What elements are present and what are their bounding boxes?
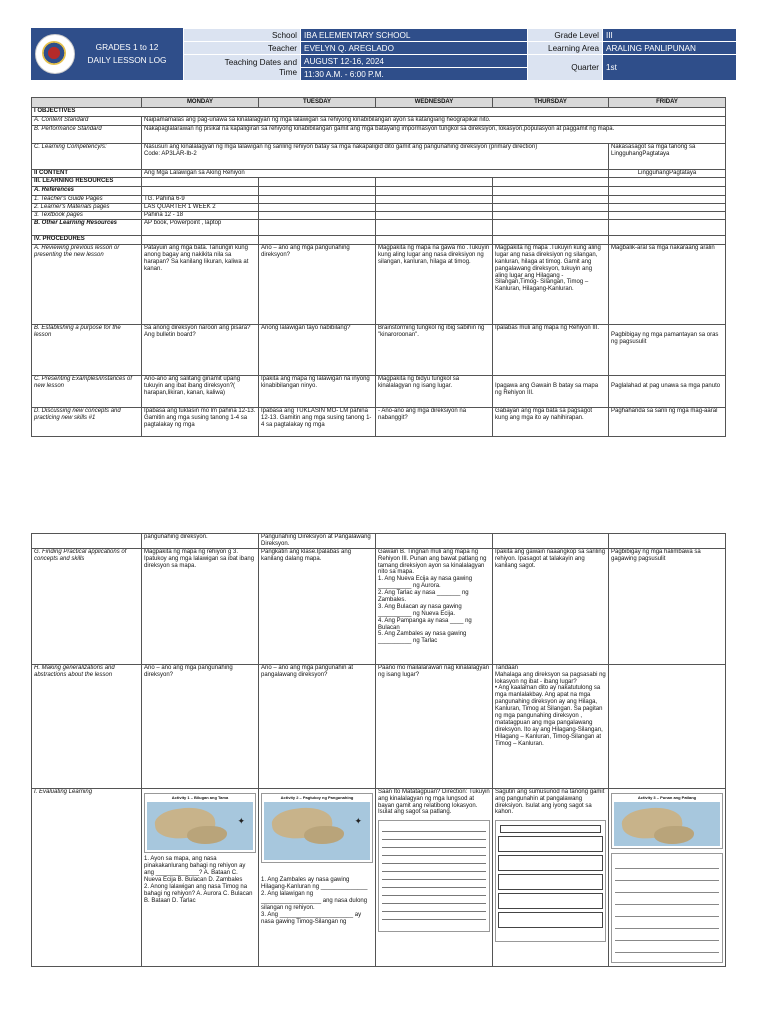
proc-b-monday: Sa anong direksyon naroon ang pisara? Ang bulletin board? [142,325,259,376]
day-wednesday: WEDNESDAY [376,98,493,108]
proc-b-wednesday: Brainstorming tungkol ng ibig sabihin ng "kinaroroonan". [376,325,493,376]
activity1-worksheet [144,793,256,854]
region3-map-image [147,802,253,850]
other-resources-label: B. Other Learning Resources [32,220,142,236]
proc-i-wednesday [376,788,493,966]
proc-d-wednesday: - Ano-ano ang mga direksiyon na nabanggit? [376,408,493,437]
dates-value: AUGUST 12-16, 2024 [301,55,528,68]
proc-i-tuesday [259,788,376,966]
answer-box-2 [498,836,603,852]
competency-code: Code: AP3LAR-Ib-2 [144,150,197,157]
proc-i-monday [142,788,259,966]
answer-box-6 [498,912,603,928]
tg-label: 1. Teacher's Guide Pages [32,196,142,204]
day-friday: FRIDAY [609,98,726,108]
school-label: School [184,29,301,42]
worksheet-answer-lines [382,824,486,924]
deped-seal-icon [35,34,75,74]
proc-c-wednesday: Magpakita ng bidyu tungkol sa kinalalagyan ng isang lugar. [376,376,493,408]
proc-a-thursday: Magpakita ng mapa .Tukuyin kung aling lugar ang nasa direksiyon ng silangan, kanluran, hilaga at timog. Gamit ang pangalawang direksyon, tukuyin ang aling lugar ang Hilagang - Silangan,Timog- Silangan, Timog – Kanluran, Hilagang-Kanluran. [493,245,609,325]
activity2-questions: 1. Ang Zambales ay nasa gawing Hilagang-Kanluran ng ______________ 2. Ang lalawigan ng __________________ ang nasa dulong silangan ng rehiyon. 3. Ang ______________________ ay nasa gawing Timog-Silangan ng [261,877,368,925]
proc-g-monday: Magpakita ng mapa ng rehiyon g 3. Ipatukoy ang mga lalawigan sa ibat ibang direksyon sa mapa. [142,548,259,664]
wednesday-worksheet [378,820,490,932]
proc-h-tuesday: Ano – ano ang mga pangunahin at pangalawang direksyon? [259,664,376,788]
region3-map-image-2 [264,802,370,860]
wednesday-evaluation-text: Saan Ito Matatagpuan? Direction: Tukuyin ang kinalalagyan ng mga lungsod at bayan gamit ang relatibong lokasyon. Isulat ang sagot sa patlang. [378,788,490,816]
content-standard-label: A. Content Standard [32,117,142,126]
content-label: II CONTENT [32,170,142,178]
answer-box-3 [498,855,603,871]
quarter-label: Quarter [528,55,603,81]
proc-a-tuesday: Ano – ano ang mga pangunahing direksyon? [259,245,376,325]
dates-label-line1: Teaching Dates and [224,58,297,68]
lm-value: LAS QUARTER 1 WEEK 2 [142,204,259,212]
proc-d-monday: Ipabasa ang tuklasin mo lm pahina 12-13. Gamitin ang mga susing tanong 1-4 sa pagtalakay ng mga [142,408,259,437]
activity1-title: Activity 1 – Bilugan ang Tama [171,794,229,800]
corner-cell [32,98,142,108]
cont-tuesday: Pangunahing Direksiyon at Pangalawang Direksyon. [259,534,376,549]
textbook-label: 3. Textbook pages [32,212,142,220]
objectives-heading: I OBJECTIVES [32,108,726,117]
answer-box-1 [500,825,601,833]
activity1-questions: 1. Ayon sa mapa, ang nasa pinakakanlurang bahagi ng rehiyon ay ang _____________? A. Bataan C. Nueva Ecija B. Bulacan D. Zambales 2. Anong lalawigan ang nasa Timog na bahagi ng rehiyon? A. Aurora C. Bulacan B. Bataan D. Tarlac [144,856,253,904]
proc-c-tuesday: Ipakita ang mapa ng lalawigan na inyong kinabibilangan ninyo. [259,376,376,408]
competency-text [142,144,609,170]
region3-map-image-3 [614,802,720,846]
day-monday: MONDAY [142,98,259,108]
competency-description: Nasusuri ang kinalalagyan ng mga lalawigan ng sariling rehiyon batay sa mga nakapaligid dito gamit ang pangunahing direksiyon (primary direction) [144,144,538,150]
competency-label: C. Learning Competency/s: [32,144,142,170]
thursday-worksheet [495,820,606,942]
title-line-2: DAILY LESSON LOG [87,55,167,65]
school-value: IBA ELEMENTARY SCHOOL [301,29,528,42]
proc-b-friday: Pagbibigay ng mga pamantayan sa oras ng pagsusulit [609,325,726,376]
activity3-questions-sheet [611,853,723,963]
proc-d-friday: Paghahanda sa sarili ng mga mag-aaral [609,408,726,437]
grade-label: Grade Level [528,29,603,42]
dll-title-block [31,28,183,80]
content-friday: LingguhangPagtataya [609,170,726,178]
performance-standard-label: B. Performance Standard [32,126,142,144]
lesson-plan-table-page1 [31,97,726,437]
grade-value: III [603,29,737,42]
activity3-lines [615,857,719,953]
header-info-table [183,28,737,81]
proc-a-label: A. Reviewing previous lesson or presenting the new lesson [32,245,142,325]
teacher-label: Teacher [184,42,301,55]
proc-c-label: C. Presenting Examples/instances of new lesson [32,376,142,408]
learning-area-label: Learning Area [528,42,603,55]
proc-b-thursday: Ipalabas muli ang mapa ng Rehiyon III. [493,325,609,376]
proc-g-thursday: Ipakita ang gawain naaangkop sa sariling rehiyon. Ipasagot at talakayin ang kanilang sagot. [493,548,609,664]
lm-label: 2. Learner's Materials pages [32,204,142,212]
dates-label-line2: Time [279,67,297,77]
dates-label [184,55,301,81]
procedures-heading: IV. PROCEDURES [32,236,142,245]
proc-i-label: I. Evaluating Learning [32,788,142,966]
performance-standard: Nakapaglalarawan ng pisikal na kapaligiran sa rehiyong kinabibilangan gamit ang mga batayang impormasyon tungkol sa direksiyon, lokasyon,populasyon at paggamit ng mapa. [142,126,726,144]
proc-a-wednesday: Magpakita ng mapa na gawa mo .Tukuyin kung aling lugar ang nasa direksiyon ng silangan, kanluran, hilaga at timog. [376,245,493,325]
activity3-worksheet [611,793,723,850]
proc-g-wednesday: Gawain B. Tingnan muli ang mapa ng Rehiyon III. Punan ang bawat patlang ng tamang direksiyon ayon sa kinalalagyan nito sa mapa. 1. Ang Nueva Ecija ay nasa gawing __________ ng Aurora. 2. Ang Tarlac ay nasa _______ ng Zambales. 3. Ang Bulacan ay nasa gawing __________ ng Nueva Ecija. 4. Ang Pampanga ay nasa ____ ng Bulacan 5. Ang Zambales ay nasa gawing __________ ng Tarlac [376,548,493,664]
proc-d-thursday: Gabayan ang mga bata sa pagsagot kung ang mga ito ay nahihirapan. [493,408,609,437]
resources-heading: III. LEARNING RESOURCES [32,178,142,187]
quarter-value: 1st [603,55,737,81]
competency-friday: Nakasasagot sa mga tanong sa LingguhangPagtataya [609,144,726,170]
title-line-1: GRADES 1 to 12 [95,42,159,52]
answer-box-5 [498,893,603,909]
proc-c-monday: Ano-ano ang salitang ginamit upang tukuyin ang ibat ibang direksyon?( harapan,likiran, kanan, kaliwa) [142,376,259,408]
proc-i-friday [609,788,726,966]
compass-icon: ✦ [237,816,245,827]
continued-label [32,534,142,549]
proc-d-tuesday: Ipabasa ang TUKLASIN MO- LM pahina 12-13. Gamitin ang mga susing tanong 1-4 sa pagtalakay ng mga [259,408,376,437]
proc-b-label: B. Establishing a purpose for the lesson [32,325,142,376]
learning-area-value: ARALING PANLIPUNAN [603,42,737,55]
other-resources-value: AP book, Powerpoint , laptop [142,220,259,236]
proc-b-tuesday: Anong lalawigan tayo nabibilang? [259,325,376,376]
answer-box-4 [498,874,603,890]
proc-h-thursday: Tandaan Mahalaga ang direksyon sa pagsasabi ng lokasyon ng ibat - ibang lugar? • Ang kaalaman dito ay nakatutulong sa mga manlalakbay. Ang apat na mga pangunahing direksyon ay ang Hilaga, Kanluran, Timog at Silangan. Sa pagitan ng mga pangunahing direksyon , matatagpuan ang mga pangalawang direksyon. Ito ay ang Hilagang-Silangan, Hilagang – Kanluran, Timog-Silangan at Timog – Kanluran. [493,664,609,788]
proc-a-monday: Patayuin ang mga bata. Tanungin kung anong bagay ang nakikita nila sa harapan? Sa kanilang likuran, kaliwa at kanan. [142,245,259,325]
days-header-row [32,98,726,108]
thursday-evaluation-text: Sagutin ang sumusunod na tanong gamit ang pangunahin at pangalawang direksiyon. Isulat ang iyong sagot sa kahon. [495,788,605,816]
tg-value: TG. Pahina 6-9 [142,196,259,204]
textbook-value: Pahina 12 - 18 [142,212,259,220]
day-thursday: THURSDAY [493,98,609,108]
day-tuesday: TUESDAY [259,98,376,108]
activity2-worksheet [261,793,373,864]
proc-h-wednesday: Paano mo mailalarawan nag kinalalagyan ng isang lugar? [376,664,493,788]
time-value: 11:30 A.M. - 6:00 P.M. [301,68,528,81]
cont-monday: pangunahing direksyon. [142,534,259,549]
activity2-title: Activity 2 – Pagtukoy ng Pangunahing [280,794,354,800]
teacher-value: EVELYN Q. AREGLADO [301,42,528,55]
proc-g-friday: Pagbibigay ng mga halimbawa sa gagawing pagsusulit [609,548,726,664]
proc-c-thursday: Ipagawa ang Gawain B batay sa mapa ng Rehiyon III. [493,376,609,408]
activity3-title: Activity 3 – Punan ang Patlang [637,794,697,800]
proc-h-label: H. Making generalizations and abstractions about the lesson [32,664,142,788]
proc-i-thursday [493,788,609,966]
compass-icon-2: ✦ [354,816,362,827]
content-value: Ang Mga Lalawigan sa Aking Rehiyon [142,170,609,178]
proc-g-tuesday: Pangkatin ang klase.Ipalabas ang kanilang dalang mapa. [259,548,376,664]
proc-d-label: D. Discussing new concepts and practicing new skills #1 [32,408,142,437]
content-standard: Naipamamalas ang pag-unawa sa kinalalagyan ng mga lalawigan sa rehiyong kinabibilangan ayon sa katangiang heograpikal nito. [142,117,726,126]
proc-a-friday: Magbalik-aral sa mga nakaraang aralin [609,245,726,325]
references-heading: A. References [32,187,142,196]
proc-h-monday: Ano – ano ang mga pangunahing direksyon? [142,664,259,788]
lesson-plan-table-page2 [31,533,726,967]
proc-c-friday: Paglalahad at pag unawa sa mga panuto [609,376,726,408]
proc-g-label: G. Finding Practical applications of concepts and skills [32,548,142,664]
